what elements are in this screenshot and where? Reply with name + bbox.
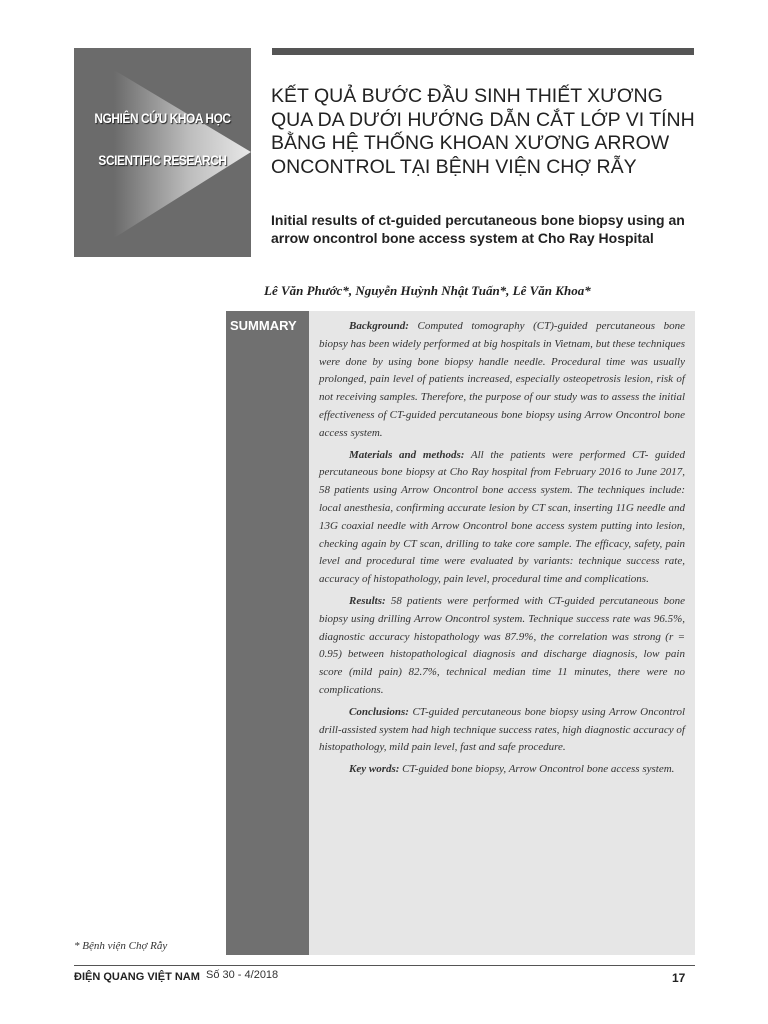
- background-body: Computed tomography (CT)-guided percutaneous bone biopsy has been widely performed at big hospitals in Vietnam, but these techniques were done by using bone biopsy handle needle. Procedural time was usually prolonged, pain level of patients increased, especially osteopetrosis lesion, risk of not receiving samples. Therefore, the purpose of our study was to assess the initial effectiveness of CT-guided percutaneous bone biopsy using Arrow Oncontrol bone access system.: [319, 320, 685, 439]
- top-rule: [272, 48, 694, 55]
- background-paragraph: [319, 318, 685, 443]
- title-english: Initial results of ct-guided percutaneous bone biopsy using an arrow oncontrol bone access system at Cho Ray Hospital: [271, 212, 685, 246]
- results-paragraph: [319, 593, 685, 700]
- affiliation-footnote: * Bệnh viện Chợ Rẫy: [74, 940, 168, 952]
- issue-number: Số 30 - 4/2018: [206, 969, 279, 981]
- footer-rule: [74, 965, 695, 966]
- conclusions-body: CT-guided percutaneous bone biopsy using Arrow Oncontrol drill-assisted system had high technique success rates, high diagnostic accuracy of histopathology, mild pain level, fast and safe procedure.: [319, 705, 685, 754]
- journal-name: ĐIỆN QUANG VIỆT NAM: [74, 971, 200, 983]
- badge-label-en: SCIENTIFIC RESEARCH: [98, 152, 227, 168]
- section-badge: [74, 48, 251, 257]
- page-number: 17: [672, 971, 686, 985]
- keywords-heading: Key words:: [349, 763, 400, 776]
- keywords-body: CT-guided bone biopsy, Arrow Oncontrol bone access system.: [402, 763, 675, 776]
- conclusions-heading: Conclusions:: [349, 705, 409, 718]
- keywords-paragraph: [319, 761, 685, 779]
- methods-paragraph: [319, 447, 685, 589]
- results-heading: Results:: [349, 594, 386, 607]
- summary-label: SUMMARY: [230, 318, 297, 333]
- title-vietnamese: KẾT QUẢ BƯỚC ĐẦU SINH THIẾT XƯƠNG QUA DA DƯỚI HƯỚNG DẪN CẮT LỚP VI TÍNH BẰNG HỆ THỐNG KHOAN XƯƠNG ARROW ONCONTROL TẠI BỆNH VIỆN CHỢ RẪY: [271, 85, 695, 178]
- summary-text: [319, 318, 685, 783]
- background-heading: Background:: [349, 320, 409, 332]
- summary-label-column: [226, 311, 309, 955]
- authors: Lê Văn Phước*, Nguyễn Huỳnh Nhật Tuấn*, Lê Văn Khoa*: [264, 283, 591, 298]
- results-body: 58 patients were performed with CT-guided percutaneous bone biopsy using drilling Arrow Oncontrol system. Technique success rate was 96.5%, diagnostic accuracy histopathology was 87.9%, the correlation was strong (r = 0.95) between histopathological diagnosis and discharge diagnosis, low pain score (mild pain) 82.7%, technical median time 11 minutes, there were no complications.: [319, 594, 685, 696]
- methods-body: All the patients were performed CT- guided percutaneous bone biopsy at Cho Ray hospital from February 2016 to June 2017, 58 patients using Arrow Oncontrol bone access system. The techniques include: local anesthesia, confirming accurate lesion by CT scan, inserting 11G needle and 13G coaxial needle with Arrow Oncontrol bone access system putting into lesion, checking again by CT scan, drilling to take core sample. The efficacy, safety, pain level and procedural time were evaluated by variants: technique success rate, accuracy of histopathology, pain level, procedural time and complications.: [319, 448, 685, 586]
- methods-heading: Materials and methods:: [349, 448, 465, 461]
- conclusions-paragraph: [319, 704, 685, 757]
- badge-label-vn: NGHIÊN CỨU KHOA HỌC: [94, 110, 231, 126]
